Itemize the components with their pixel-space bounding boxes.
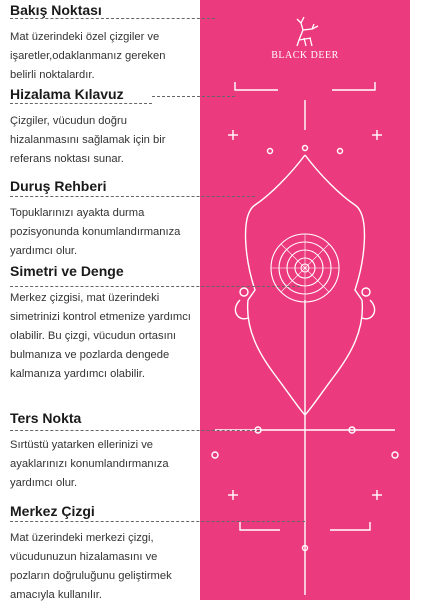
feature-title: Hizalama Kılavuz [10,86,124,102]
feature-desc-line: Çizgiler, vücudun doğru [10,115,127,127]
yoga-mat [200,0,410,600]
feature-desc-line: bulmanıza ve pozlarda dengede [10,349,170,361]
feature-desc-line: kalmanıza yardımcı olabilir. [10,368,145,380]
feature-bakis-noktasi [10,2,210,85]
feature-desc-line: Topuklarınızı ayakta durma [10,207,145,219]
feature-ters-nokta [10,410,210,493]
leader-line [152,96,235,97]
brand-name: BLACK DEER [271,50,339,61]
feature-desc-line: Mat üzerindeki merkezi çizgi, [10,532,154,544]
leader-line [10,521,305,522]
leader-line [10,196,255,197]
feature-desc-line: işaretler,odaklanmanız gereken [10,50,166,62]
feature-desc-line: yardımcı olur. [10,245,78,257]
deer-icon [297,17,318,46]
feature-desc-line: belirli noktalardır. [10,69,95,81]
mandala-icon [271,234,339,302]
feature-desc-line: Merkez çizgisi, mat üzerindeki [10,292,160,304]
leader-line [10,286,300,287]
feature-simetri-ve-denge [10,263,210,384]
feature-desc-line: amacıyla kullanılır. [10,589,103,601]
feature-title: Simetri ve Denge [10,263,124,279]
feature-title: Bakış Noktası [10,2,102,18]
leader-line [10,430,260,431]
leader-line [10,103,152,104]
feature-desc-line: vücudunuzun hizalamasını ve [10,551,158,563]
feature-desc-line: Sırtüstü yatarken ellerinizi ve [10,439,154,451]
feature-durus-rehberi [10,178,210,261]
mat-line-pattern [200,0,410,600]
feature-desc-line: pozların doğruluğunu geliştirmek [10,570,172,582]
feature-title: Merkez Çizgi [10,503,95,519]
feature-title: Ters Nokta [10,410,82,426]
feature-desc-line: simetrinizi kontrol etmenize yardımcı [10,311,191,323]
feature-desc-line: ayaklarınızı konumlandırmanıza [10,458,169,470]
feature-merkez-cizgi [10,503,210,605]
feature-desc-line: referans noktası sunar. [10,153,124,165]
feature-hizalama-kilavuz [10,86,210,169]
feature-desc-line: yardımcı olur. [10,477,78,489]
feature-desc-line: Mat üzerindeki özel çizgiler ve [10,31,160,43]
feature-desc-line: olabilir. Bu çizgi, vücudun ortasını [10,330,177,342]
feature-title: Duruş Rehberi [10,178,107,194]
leader-line [10,18,215,19]
feature-desc-line: hizalanmasını sağlamak için bir [10,134,166,146]
feature-desc-line: pozisyonunda konumlandırmanıza [10,226,181,238]
